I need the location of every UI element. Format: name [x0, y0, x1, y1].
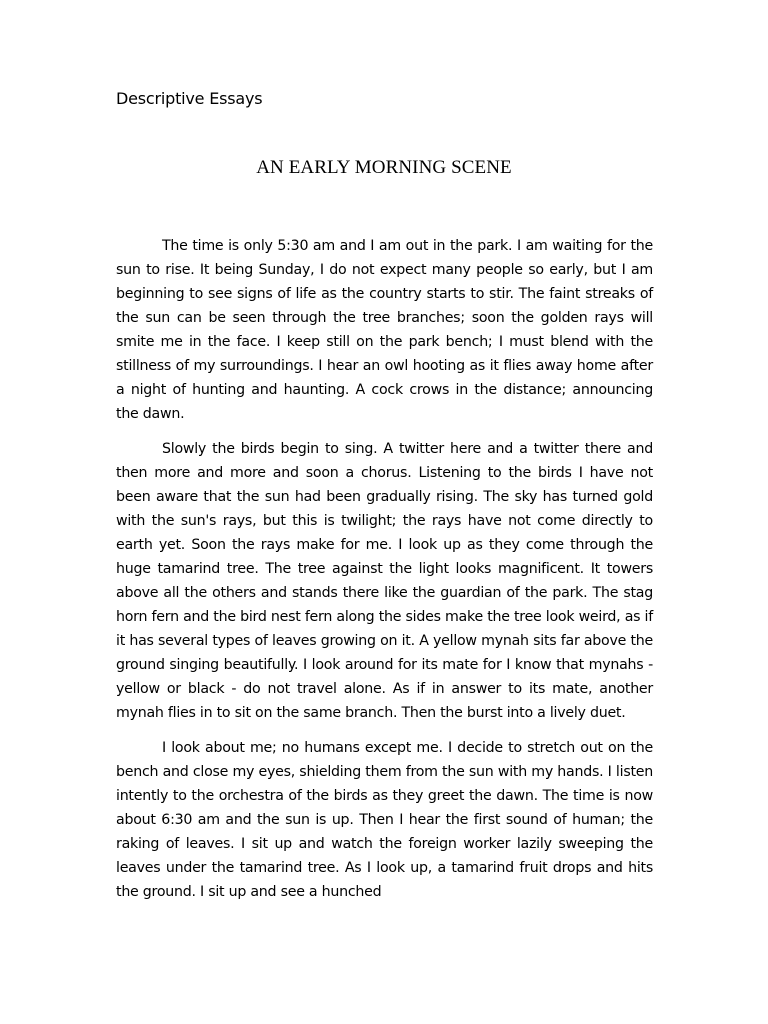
paragraph-2: Slowly the birds begin to sing. A twitter here and a twitter there and then more and more and soon a chorus. Listening to the birds I have not been aware that the sun had been gradually rising. The sky has turned gold with the sun's rays, but this is twilight; the rays have not come directly to earth yet. Soon the rays make for me. I look up as they come through the huge tamarind tree. The tree against the light looks magnificent. It towers above all the others and stands there like the guardian of the park. The stag horn fern and the bird nest fern along the sides make the tree look weird, as if it has several types of leaves growing on it. A yellow mynah sits far above the ground singing beautifully. I look around for its mate for I know that mynahs - yellow or black - do not travel alone. As if in answer to its mate, another mynah flies in to sit on the same branch. Then the burst into a lively duet.: [116, 441, 653, 721]
document-title: AN EARLY MORNING SCENE: [256, 157, 512, 178]
paragraph-3: I look about me; no humans except me. I decide to stretch out on the bench and close my eyes, shielding them from the sun with my hands. I listen intently to the orchestra of the birds as they greet the dawn. The time is now about 6:30 am and the sun is up. Then I hear the first sound of human; the raking of leaves. I sit up and watch the foreign worker lazily sweeping the leaves under the tamarind tree. As I look up, a tamarind fruit drops and hits the ground. I sit up and see a hunched: [116, 740, 653, 900]
essay-body: [116, 234, 653, 915]
paragraph-1: The time is only 5:30 am and I am out in the park. I am waiting for the sun to rise. It being Sunday, I do not expect many people so early, but I am beginning to see signs of life as the country starts to stir. The faint streaks of the sun can be seen through the tree branches; soon the golden rays will smite me in the face. I keep still on the park bench; I must blend with the stillness of my surroundings. I hear an owl hooting as it flies away home after a night of hunting and haunting. A cock crows in the distance; announcing the dawn.: [116, 238, 653, 422]
header-label: Descriptive Essays: [116, 89, 263, 108]
